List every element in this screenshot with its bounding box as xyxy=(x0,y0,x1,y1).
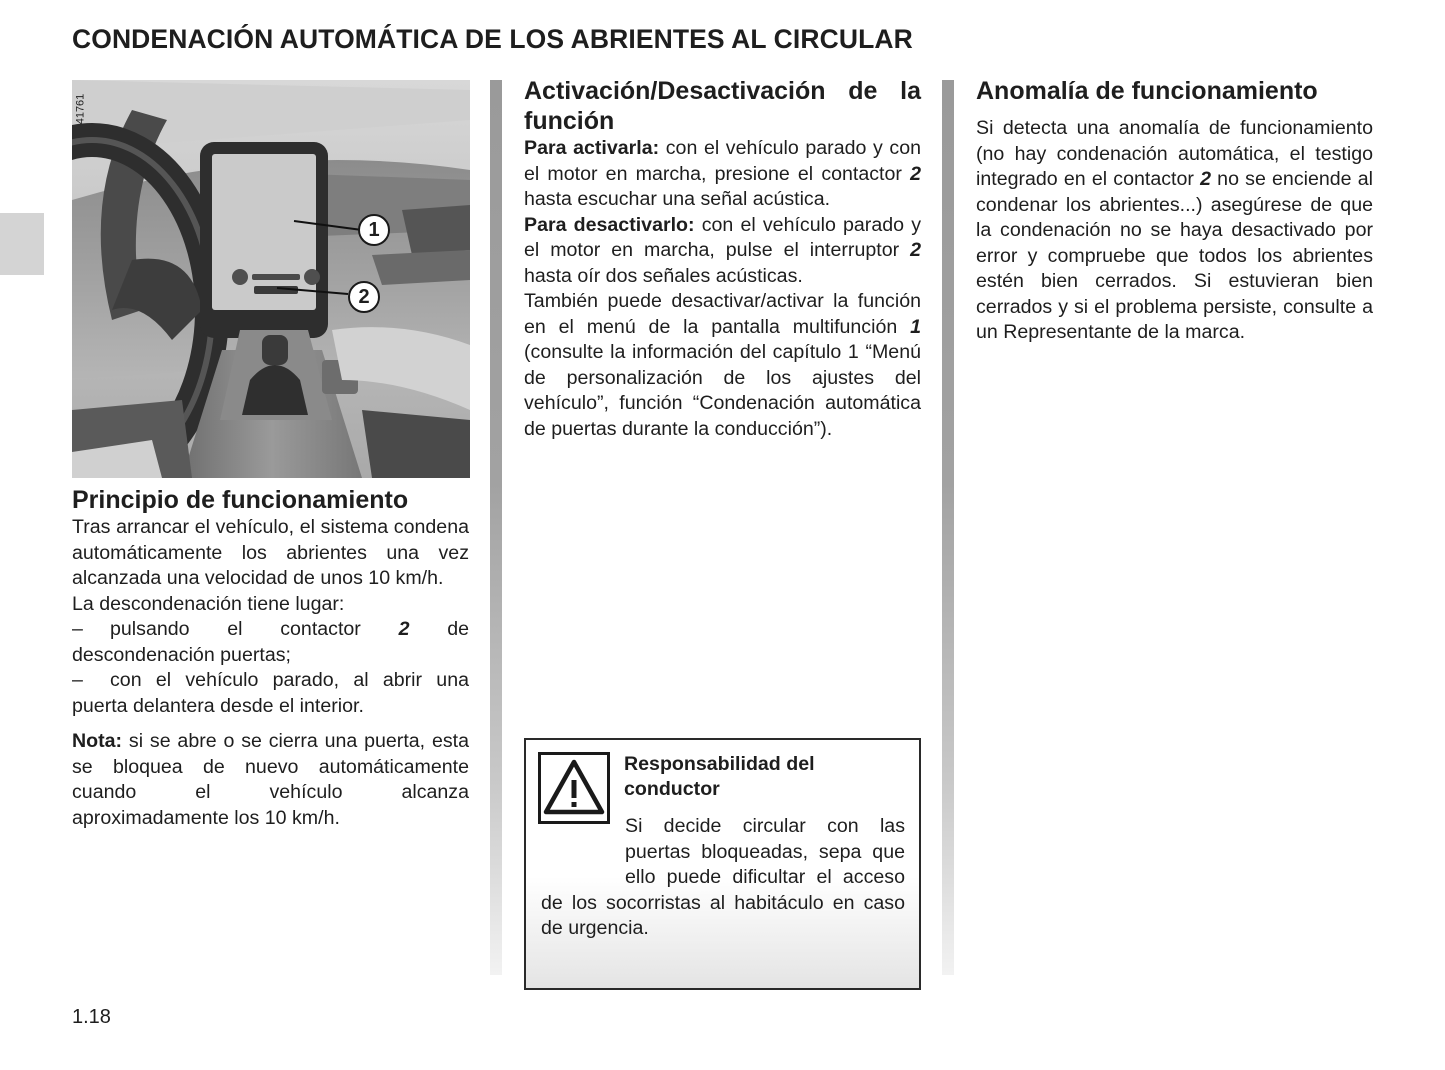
anomaly-heading: Anomalía de funcionamiento xyxy=(976,77,1318,105)
unlock-item-door: – con el vehículo parado, al abrir una puerta delantera desde el interior. xyxy=(72,669,469,717)
deactivate-instructions: Para desactivarlo: con el vehículo parado y el motor en marcha, pulse el interruptor 2 hasta oír dos señales acústicas. xyxy=(524,213,921,287)
photo-reference-number: 41761 xyxy=(74,93,86,125)
chapter-tab xyxy=(0,213,44,275)
callout-1: 1 xyxy=(358,214,390,246)
column-divider-2 xyxy=(942,80,954,975)
unlock-intro: La descondenación tiene lugar: xyxy=(72,592,345,615)
dashboard-illustration xyxy=(72,80,470,478)
principle-note: Nota: si se abre o se cierra una puerta, esta se bloquea de nuevo automáticamente cuando el vehículo alcanza aproximadamente los 10 km/h. xyxy=(72,730,469,829)
driver-responsibility-warning xyxy=(524,738,921,990)
warning-body: Si decide circular con las puertas bloqueadas, sepa que ello puede dificultar el acceso de los socorristas al habitáculo en caso de urgencia. xyxy=(541,815,905,939)
warning-title: Responsabilidad del conductor xyxy=(624,753,815,800)
page-title: CONDENACIÓN AUTOMÁTICA DE LOS ABRIENTES AL CIRCULAR xyxy=(72,24,913,54)
unlock-item-button: – pulsando el contactor 2 de descondenación puertas; xyxy=(72,618,469,666)
principle-intro: Tras arrancar el vehículo, el sistema condena automáticamente los abrientes una vez alcanzada una velocidad de unos 10 km/h. xyxy=(72,516,469,589)
principle-heading: Principio de funcionamiento xyxy=(72,486,409,514)
column-divider-1 xyxy=(490,80,502,975)
anomaly-section xyxy=(976,76,1373,346)
anomaly-text: Si detecta una anomalía de funcionamiento (no hay condenación automática, el testigo integrado en el contactor 2 no se enciende al condenar los abrientes...) asegúrese de que la condenación no se haya desactivado por error y compruebe que todos los abrientes estén bien cerrados. Si estuvieran bien cerrados y si el problema persiste, consulte a un Representante de la marca. xyxy=(976,117,1374,343)
menu-instructions: También puede desactivar/activar la función en el menú de la pantalla multifunción 1 (consulte la información del capítulo 1 “Menú de personalización de los ajustes del vehículo”, función “Condenación automática de puertas durante la conducción”). xyxy=(524,290,921,440)
activation-heading: Activación/Desactivación de la función xyxy=(524,77,921,135)
callout-2: 2 xyxy=(348,281,380,313)
page-number: 1.18 xyxy=(72,1006,111,1028)
activation-section xyxy=(524,76,921,442)
dashboard-photo xyxy=(72,80,470,478)
principle-section xyxy=(72,485,469,831)
activate-instructions: Para activarla: con el vehículo parado y con el motor en marcha, presione el contactor 2 hasta escuchar una señal acústica. xyxy=(524,137,921,210)
